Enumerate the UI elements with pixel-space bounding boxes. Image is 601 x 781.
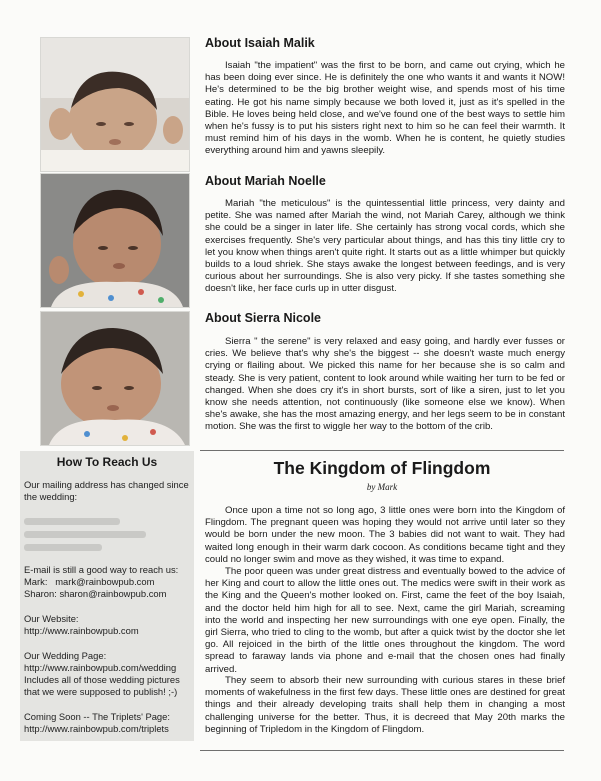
bio-heading-sierra: About Sierra Nicole xyxy=(205,311,321,325)
wedding-note: Includes all of those wedding pictures that we were supposed to publish! ;-) xyxy=(24,674,180,697)
bio-text-sierra: Sierra " the serene" is very relaxed and easy going, and hardly ever fusses or cries. We believe that's why she's the biggest -- she doesn't waste much energy crying or flailing about. We picked this name for her because she is so calm and steady. She is very patient, content to look around while waiting her turn to be fed or changed. When she does cry it's in short bursts, sort of like a siren, just to let you know she needs attention, not continuously (like someone else we know). When she's awake, she has the most amazing energy, and her legs seem to be in constant motion. She was the first to wiggle her way to the bottom of the crib. xyxy=(205,336,565,433)
story-title: The Kingdom of Flingdom xyxy=(273,458,491,478)
redacted-address-line xyxy=(24,544,102,551)
mailing-note: Our mailing address has changed since the wedding: xyxy=(24,479,189,502)
email-intro: E-mail is still a good way to reach us: xyxy=(24,564,179,575)
photo-sierra xyxy=(40,311,190,446)
redacted-address-line xyxy=(24,518,120,525)
contact-sidebar xyxy=(20,451,194,741)
divider-bottom xyxy=(200,750,564,751)
triplets-link[interactable]: http://www.rainbowpub.com/triplets xyxy=(24,723,169,734)
redacted-address-line xyxy=(24,531,146,538)
story-byline: by Mark xyxy=(366,482,398,492)
email-mark-link[interactable]: Mark: mark@rainbowpub.com xyxy=(24,576,155,587)
wedding-label: Our Wedding Page: xyxy=(24,650,107,661)
bio-text-isaiah: Isaiah "the impatient" was the first to be born, and came out crying, which he has been doing ever since. He is definitely the one who wants it and wants it NOW! He's determined to be the big brother weight wise, and spends most of his time eating. He got his name simply because we both loved it, just as it's spelled in the Bible. He loves being held close, and we've found one of the best ways to settle him when he's fussy is to put his sisters right next to him so he can feel their warmth. It must remind him of his days in the womb. When he is content, he quietly studies everything around him and yawns sleepily. xyxy=(205,60,565,157)
website-link[interactable]: http://www.rainbowpub.com xyxy=(24,625,139,636)
website-label: Our Website: xyxy=(24,613,79,624)
bio-text-mariah: Mariah "the meticulous" is the quintessential little princess, very dainty and petite. She was named after Mariah the wind, not Mariah Carey, although we think she could be a singer in later life. She certainly has strong vocal cords, which she exercises frequently. She's very particular about things, and has this tiny little cry to let you know when things aren't quite right. It starts out as a little whimper but quickly builds to a loud shriek. She stays awake the longest between feedings, and is very curious about her surroundings. She is also very picky. If she tastes something she doesn't like, her face curls up in utter disgust. xyxy=(205,198,565,295)
divider-top xyxy=(200,450,564,451)
sidebar-title: How To Reach Us xyxy=(56,455,158,469)
photo-mariah xyxy=(40,173,190,308)
bio-heading-isaiah: About Isaiah Malik xyxy=(205,36,315,50)
story-paragraph: The poor queen was under great distress and eventually bowed to the advice of her King and court to allow the little ones out. The medics were swift in their work as the King and the Queen's mother looked on. First, came the feet of the boy Isaiah, and the doctor held him high for all to see. Next, came the girl Mariah, screaming into the world and inspecting her new surroundings with one eye open. Finally, the girl Sierra, who tried to cling to the womb, but after a quick twist by the doctor she let go. All rejoiced in the birth of the little ones throughout the kingdom. The word spread to faraway lands via phone and e-mail that the chosen ones had finally arrived. xyxy=(205,566,565,675)
wedding-link[interactable]: http://www.rainbowpub.com/wedding xyxy=(24,662,177,673)
coming-soon-label: Coming Soon -- The Triplets' Page: xyxy=(24,711,170,722)
bio-heading-mariah: About Mariah Noelle xyxy=(205,174,326,188)
story-paragraph: They seem to absorb their new surrounding with curious stares in these brief moments of wakefulness in the first few days. These little ones are destined for great things and their already developing traits shall help them in changing a most challenging universe for the better. Thus, it is decreed that May 20th marks the beginning of Tripledom in the Kingdom of Flingdom. xyxy=(205,675,565,735)
story-paragraph: Once upon a time not so long ago, 3 little ones were born into the Kingdom of Flingdom. The pregnant queen was hoping they would not arrive until later so they would be born under the new moon. The 3 babies did not want to wait. They had waited long enough in their warm dark cocoon. As conditions became tight and they could no longer swim and move as they wished, it was time to expand. xyxy=(205,505,565,565)
email-sharon-link[interactable]: Sharon: sharon@rainbowpub.com xyxy=(24,588,167,599)
photo-isaiah xyxy=(40,37,190,172)
